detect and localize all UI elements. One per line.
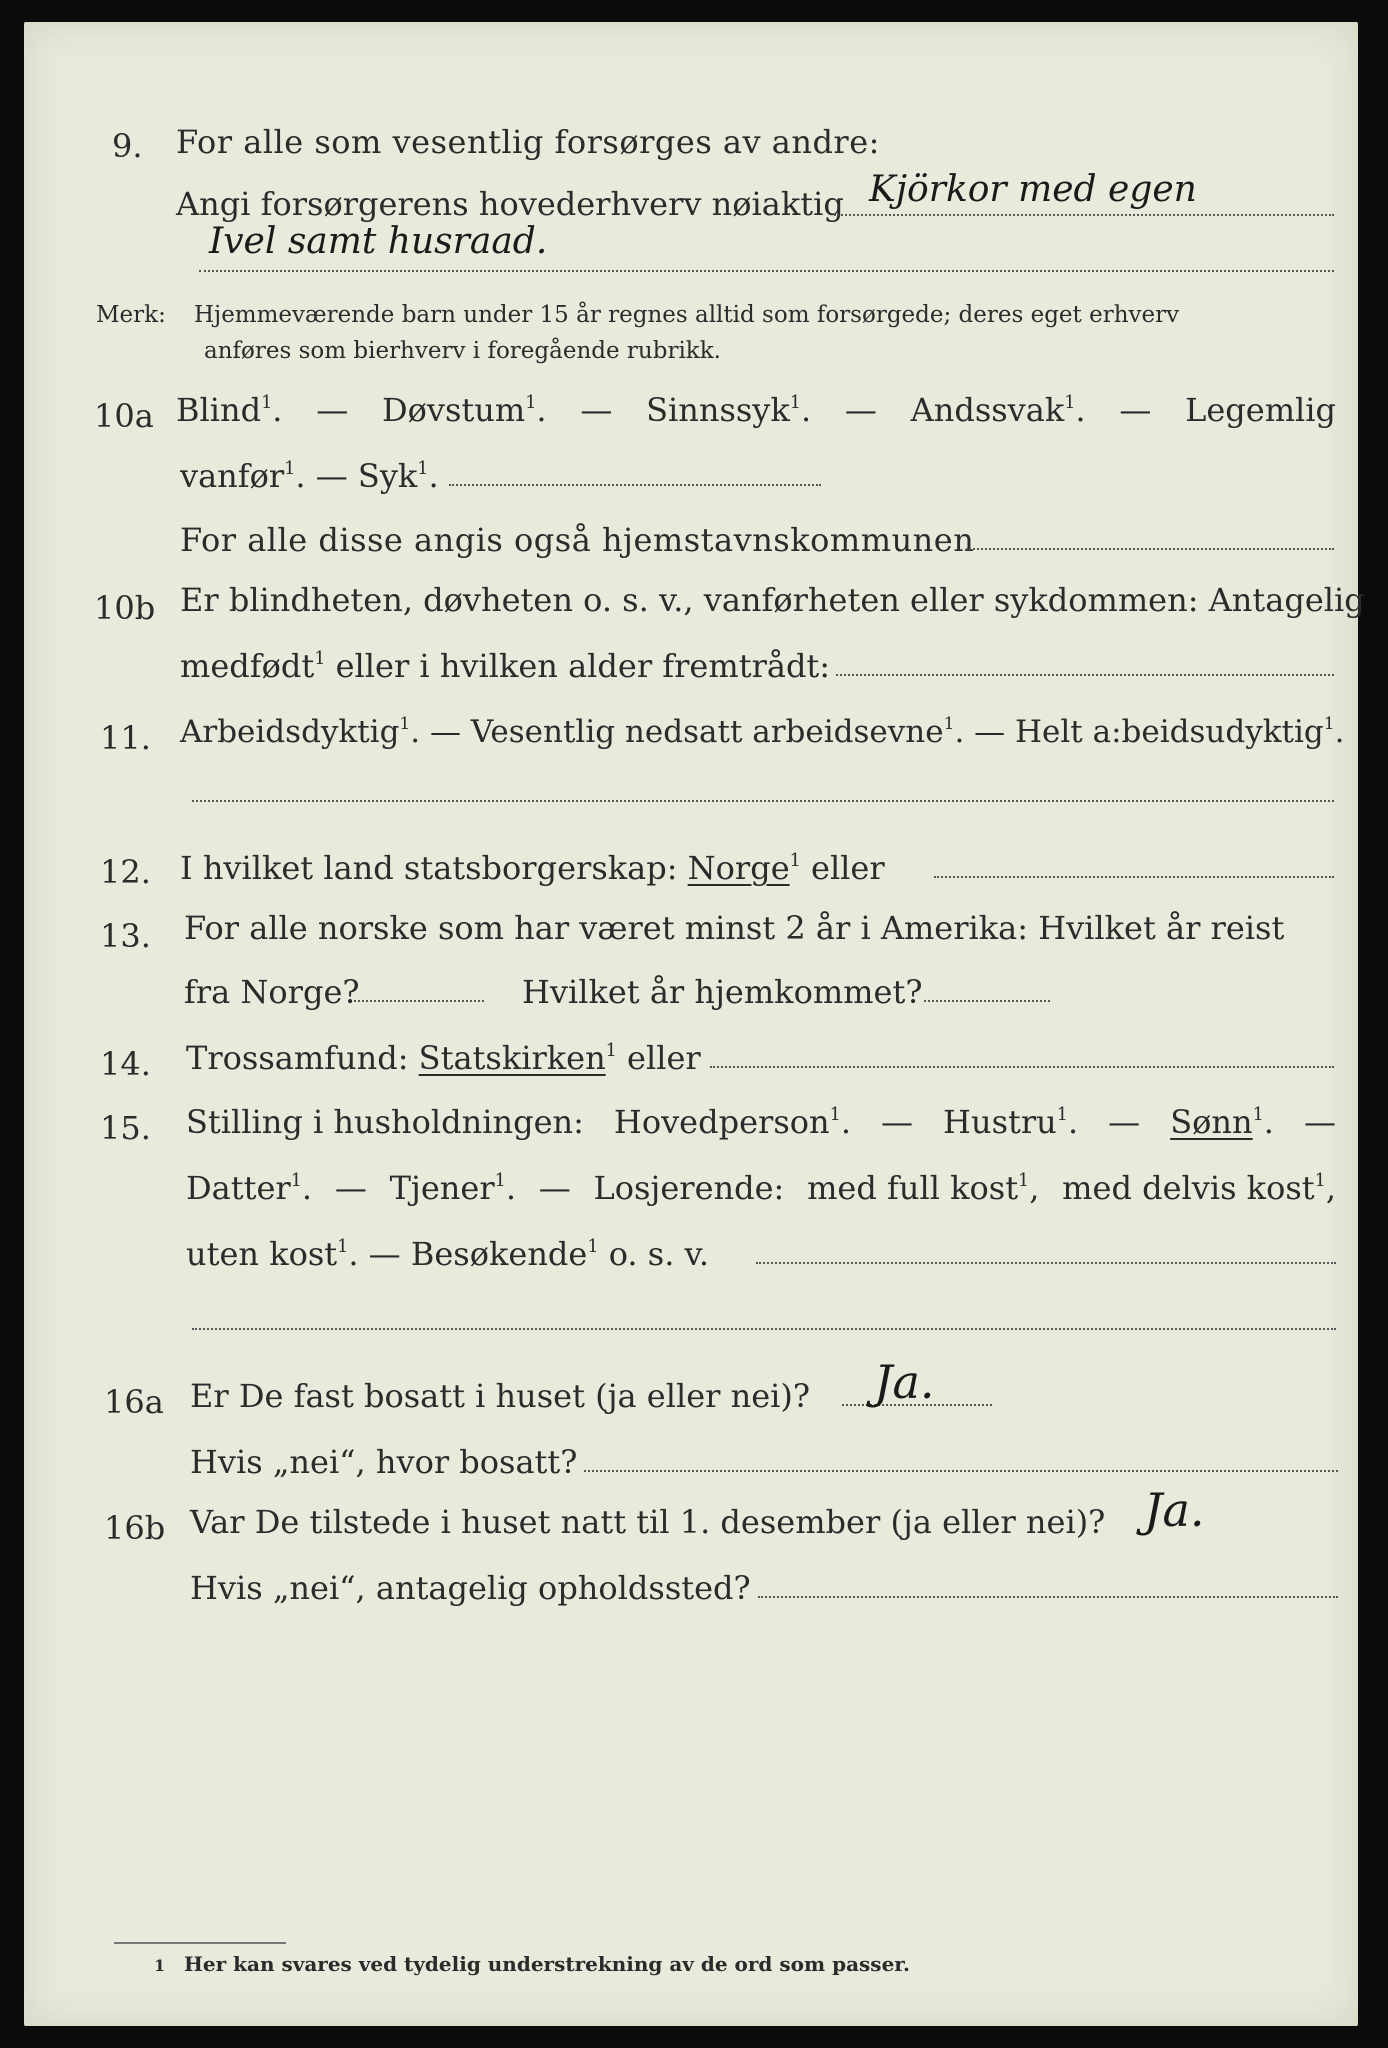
q16a-line2: Hvis „nei“, hvor bosatt? bbox=[190, 1443, 578, 1481]
q12-selected-norge: Norge bbox=[687, 849, 790, 887]
q14-selected-statskirken: Statskirken bbox=[418, 1039, 606, 1077]
option-blind: Blind$^1$. bbox=[176, 391, 283, 429]
q9-handwritten-answer-2: Ivel samt husraad. bbox=[209, 221, 548, 262]
merk-label: Merk: bbox=[96, 302, 166, 328]
q11-line: Arbeidsdyktig$^1$. — Vesentlig nedsatt arbeidsevne$^1$. — Helt a:beidsudyktig$^1$. bbox=[180, 714, 1345, 750]
q10b-answer-line bbox=[836, 674, 1334, 676]
q11-answer-line bbox=[192, 800, 1334, 802]
q15-number: 15. bbox=[100, 1109, 151, 1147]
q16b-line2: Hvis „nei“, antagelig opholdssted? bbox=[190, 1569, 751, 1607]
q9-answer-line-1 bbox=[834, 214, 1334, 216]
q14-line: Trossamfund: Statskirken$^1$ eller bbox=[186, 1039, 701, 1077]
footnote-mark: 1 bbox=[154, 1956, 166, 1975]
q16a-line1: Er De fast bosatt i huset (ja eller nei)? bbox=[190, 1377, 811, 1415]
q15-answer-line-1 bbox=[756, 1262, 1336, 1264]
q13-number: 13. bbox=[100, 917, 151, 955]
q14-answer-line bbox=[710, 1066, 1334, 1068]
q9-answer-line-2 bbox=[199, 270, 1334, 272]
footnote-rule bbox=[114, 1942, 286, 1944]
q12-answer-line bbox=[934, 876, 1334, 878]
q15-line1: Stilling i husholdningen: Hovedperson$^1$. — Hustru$^1$. — Sønn$^1$. — bbox=[186, 1103, 1336, 1141]
q15-line3: uten kost$^1$. — Besøkende$^1$ o. s. v. bbox=[186, 1235, 709, 1273]
q10a-line2: vanfør$^1$. — Syk$^1$. bbox=[180, 457, 439, 495]
q9-number: 9. bbox=[112, 127, 143, 165]
q9-line2: Angi forsørgerens hovederhverv nøiaktig bbox=[176, 185, 844, 223]
q9-handwritten-answer-1: Kjörkor med egen bbox=[869, 169, 1197, 210]
q12-line: I hvilket land statsborgerskap: Norge$^1$ eller bbox=[180, 849, 885, 887]
merk-line1: Hjemmeværende barn under 15 år regnes alltid som forsørgede; deres eget erhverv bbox=[194, 302, 1180, 328]
q16a-handwritten-answer: Ja. bbox=[874, 1355, 935, 1409]
q9-line1: For alle som vesentlig forsørges av andre: bbox=[176, 123, 880, 161]
q16b-opholdssted-line bbox=[758, 1596, 1338, 1598]
option-dovstum: Døvstum$^1$. bbox=[381, 391, 547, 429]
q10b-number: 10b bbox=[94, 589, 156, 627]
census-form-page bbox=[24, 22, 1365, 2026]
q15-line2: Datter$^1$. — Tjener$^1$. — Losjerende: med full kost$^1$, med delvis kost$^1$, bbox=[186, 1169, 1336, 1207]
q10a-answer-line bbox=[449, 484, 821, 486]
q10a-number: 10a bbox=[94, 397, 154, 435]
option-andssvak: Andssvak$^1$. bbox=[910, 391, 1086, 429]
q13-line2a: fra Norge? bbox=[184, 973, 360, 1011]
q11-number: 11. bbox=[100, 719, 151, 757]
q10a-line1: Blind$^1$. — Døvstum$^1$. — Sinnssyk$^1$. — Andssvak$^1$. — Legemlig bbox=[176, 391, 1336, 429]
q16a-number: 16a bbox=[104, 1383, 164, 1421]
q13-reist-line bbox=[354, 1000, 484, 1002]
q14-number: 14. bbox=[100, 1045, 151, 1083]
q10a-hjemstavn-line bbox=[966, 548, 1334, 550]
q10b-line2: medfødt$^1$ eller i hvilken alder fremtrådt: bbox=[180, 647, 831, 685]
q13-line2b: Hvilket år hjemkommet? bbox=[522, 973, 923, 1011]
merk-line2: anføres som bierhverv i foregående rubrikk. bbox=[204, 338, 721, 364]
q12-number: 12. bbox=[100, 853, 151, 891]
option-legemlig: Legemlig bbox=[1185, 391, 1336, 429]
q13-line1: For alle norske som har været minst 2 år i Amerika: Hvilket år reist bbox=[184, 909, 1285, 947]
q10b-line1: Er blindheten, døvheten o. s. v., vanførheten eller sykdommen: Antagelig bbox=[180, 581, 1365, 619]
q15-selected-sonn: Sønn bbox=[1170, 1103, 1253, 1141]
q10a-line3: For alle disse angis også hjemstavnskommunen bbox=[180, 521, 975, 559]
q13-hjemkommet-line bbox=[924, 1000, 1050, 1002]
q16b-number: 16b bbox=[104, 1509, 166, 1547]
option-vanfor: vanfør$^1$. bbox=[180, 457, 306, 495]
option-sinnssyk: Sinnssyk$^1$. bbox=[646, 391, 812, 429]
option-syk: Syk$^1$. bbox=[357, 457, 439, 495]
footnote-text: Her kan svares ved tydelig understrekning av de ord som passer. bbox=[184, 1952, 910, 1976]
q16b-handwritten-answer: Ja. bbox=[1144, 1483, 1205, 1537]
q15-answer-line-2 bbox=[192, 1328, 1336, 1330]
q16b-line1: Var De tilstede i huset natt til 1. desember (ja eller nei)? bbox=[190, 1503, 1106, 1541]
q16a-bosatt-line bbox=[584, 1470, 1338, 1472]
